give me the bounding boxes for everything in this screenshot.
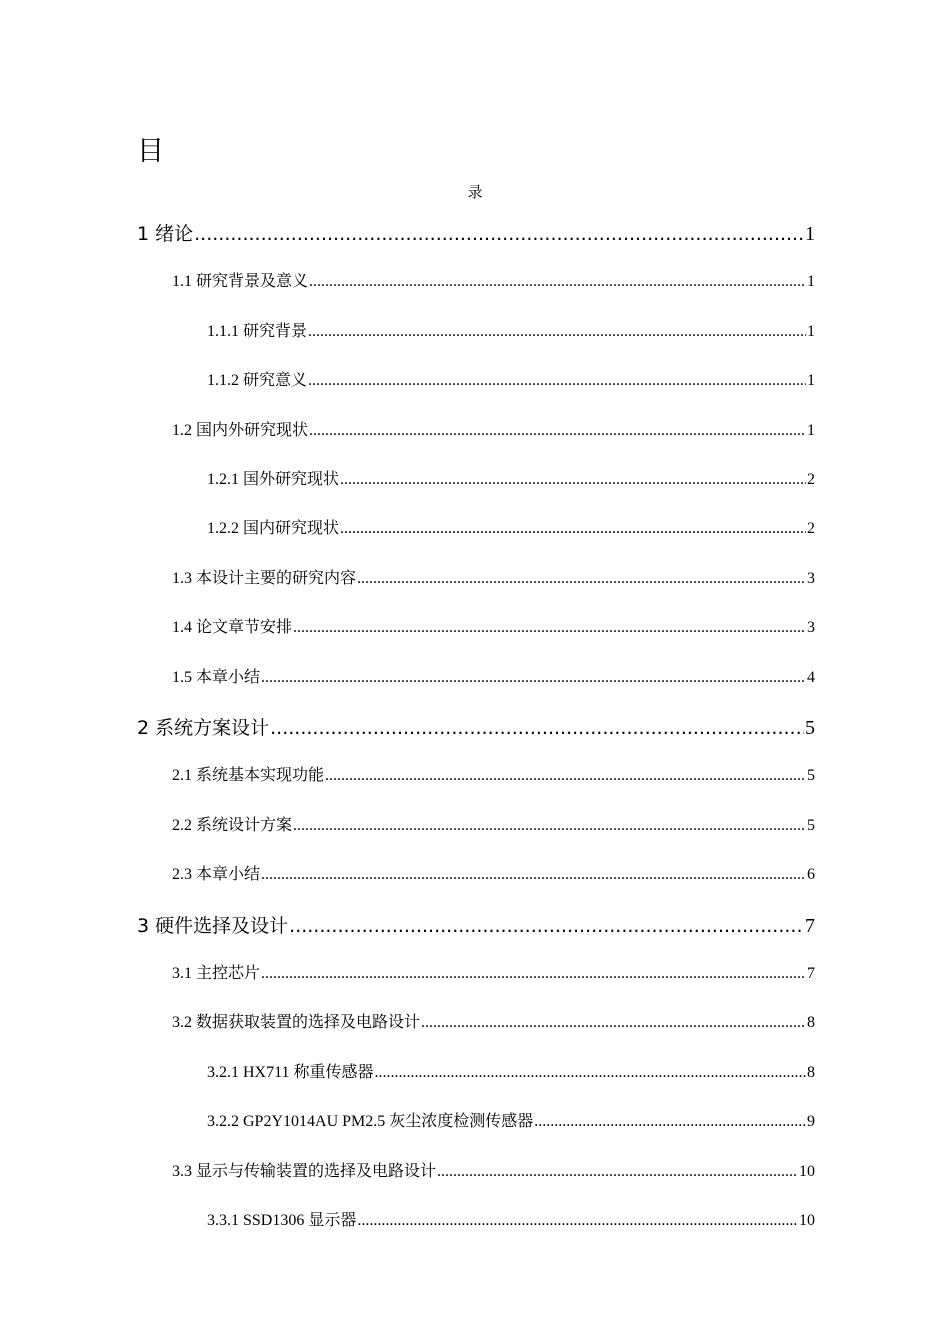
toc-entry-label: 2 系统方案设计 xyxy=(137,717,270,739)
toc-entry-page-number: 2 xyxy=(807,471,815,488)
toc-entry[interactable] xyxy=(172,1158,815,1181)
toc-entry[interactable] xyxy=(172,861,815,884)
toc-entry-label: 1.4 论文章节安排 xyxy=(172,619,293,637)
toc-entry-page-number: 5 xyxy=(807,816,815,834)
toc-dot-leader xyxy=(293,619,806,637)
toc-entry-label: 1.2 国内外研究现状 xyxy=(172,421,309,439)
toc-entry-page-number: 5 xyxy=(805,717,815,739)
toc-entry[interactable] xyxy=(172,664,815,687)
toc-dot-leader xyxy=(308,323,806,341)
toc-entry[interactable] xyxy=(172,812,815,835)
toc-entry-page-number: 9 xyxy=(807,1113,815,1131)
toc-dot-leader xyxy=(421,1014,806,1032)
toc-dot-leader xyxy=(309,273,806,291)
toc-entry-page-number: 8 xyxy=(807,1063,815,1081)
toc-entry[interactable] xyxy=(207,1108,815,1131)
toc-entry[interactable] xyxy=(137,911,815,938)
toc-entry-label: 3 硬件选择及设计 xyxy=(137,914,289,937)
toc-entry[interactable] xyxy=(172,1009,815,1032)
toc-dot-leader xyxy=(437,1163,798,1181)
toc-entry-page-number: 10 xyxy=(799,1162,815,1180)
toc-entry-label: 1.1.2 研究意义 xyxy=(207,372,308,390)
toc-dot-leader xyxy=(289,915,804,937)
toc-entry-page-number: 1 xyxy=(807,372,815,390)
toc-entry-page-number: 3 xyxy=(807,569,815,587)
toc-entry-label: 1.1 研究背景及意义 xyxy=(172,273,309,291)
toc-entry-page-number: 1 xyxy=(807,273,815,291)
toc-title: 目 xyxy=(137,136,164,167)
toc-dot-leader xyxy=(357,570,806,588)
toc-dot-leader xyxy=(261,866,806,884)
toc-entry[interactable] xyxy=(207,466,815,489)
toc-entry[interactable] xyxy=(137,219,815,246)
toc-entry-label: 1.2.2 国内研究现状 xyxy=(207,520,340,538)
toc-dot-leader xyxy=(261,669,806,687)
toc-entry-label: 1.1.1 研究背景 xyxy=(207,322,308,340)
toc-entry-label: 3.1 主控芯片 xyxy=(172,965,261,982)
toc-entry-page-number: 6 xyxy=(807,866,815,884)
toc-dot-leader xyxy=(340,471,806,489)
toc-entry-page-number: 8 xyxy=(807,1014,815,1032)
toc-dot-leader xyxy=(270,717,804,739)
toc-entry-label: 1.5 本章小结 xyxy=(172,668,261,686)
toc-entry-label: 3.2.2 GP2Y1014AU PM2.5 灰尘浓度检测传感器 xyxy=(207,1113,534,1131)
toc-dot-leader xyxy=(308,372,806,390)
toc-entry[interactable] xyxy=(137,713,815,740)
toc-entry[interactable] xyxy=(207,367,815,390)
toc-dot-leader xyxy=(325,767,806,785)
toc-entry-page-number: 1 xyxy=(807,322,815,340)
toc-dot-leader xyxy=(293,817,806,835)
toc-entry-label: 2.1 系统基本实现功能 xyxy=(172,767,325,785)
toc-entry[interactable] xyxy=(172,960,815,983)
toc-entry[interactable] xyxy=(207,1059,815,1082)
toc-dot-leader xyxy=(357,1212,798,1230)
toc-entry-page-number: 3 xyxy=(807,619,815,637)
toc-entry-label: 3.2.1 HX711 称重传感器 xyxy=(207,1063,374,1081)
toc-dot-leader xyxy=(340,520,806,538)
toc-entry-page-number: 5 xyxy=(807,767,815,785)
toc-entry[interactable] xyxy=(207,318,815,341)
toc-entry-label: 3.2 数据获取装置的选择及电路设计 xyxy=(172,1014,421,1032)
toc-entry-page-number: 7 xyxy=(807,965,815,982)
toc-entry[interactable] xyxy=(172,614,815,637)
toc-dot-leader xyxy=(309,422,806,440)
toc-entry-page-number: 2 xyxy=(807,520,815,538)
toc-entry-label: 3.3 显示与传输装置的选择及电路设计 xyxy=(172,1162,437,1180)
toc-entry-label: 2.3 本章小结 xyxy=(172,866,261,884)
toc-entry[interactable] xyxy=(207,515,815,538)
toc-entry[interactable] xyxy=(172,417,815,440)
toc-entry-label: 3.3.1 SSD1306 显示器 xyxy=(207,1212,357,1229)
toc-entry[interactable] xyxy=(172,565,815,588)
toc-dot-leader xyxy=(261,965,806,983)
toc-entry-page-number: 1 xyxy=(805,223,815,245)
toc-entry-page-number: 1 xyxy=(807,421,815,439)
toc-dot-leader xyxy=(534,1113,806,1131)
toc-entry[interactable] xyxy=(172,268,815,291)
toc-dot-leader xyxy=(194,223,804,245)
toc-entry[interactable] xyxy=(207,1207,815,1230)
toc-entry-label: 1 绪论 xyxy=(137,223,194,245)
toc-entry-label: 2.2 系统设计方案 xyxy=(172,816,293,834)
toc-entry[interactable] xyxy=(172,762,815,785)
toc-entry-page-number: 10 xyxy=(799,1212,815,1229)
toc-entry-label: 1.3 本设计主要的研究内容 xyxy=(172,569,357,587)
toc-dot-leader xyxy=(375,1064,806,1082)
toc-entry-page-number: 7 xyxy=(805,914,815,937)
toc-title-continued: 录 xyxy=(467,183,483,201)
toc-entry-label: 1.2.1 国外研究现状 xyxy=(207,471,340,488)
toc-entry-page-number: 4 xyxy=(807,668,815,686)
